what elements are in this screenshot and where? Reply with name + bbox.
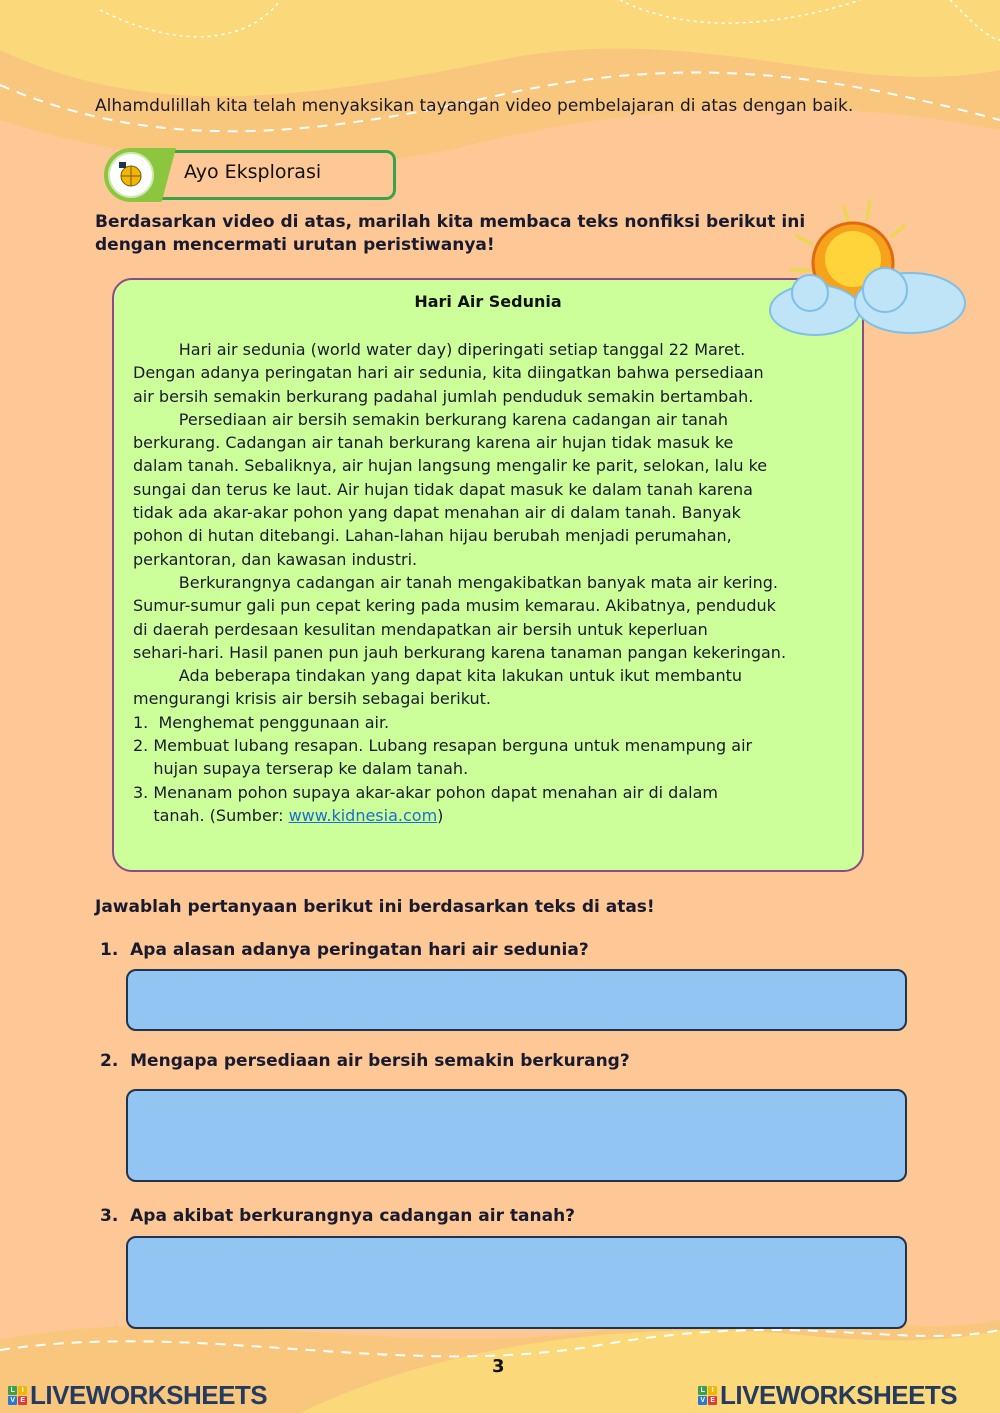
article-line: di daerah perdesaan kesulitan mendapatkan air bersih untuk keperluan bbox=[133, 619, 708, 639]
reading-instruction: Berdasarkan video di atas, marilah kita membaca teks nonfiksi berikut ini dengan mencermati urutan peristiwanya! bbox=[95, 212, 806, 255]
question-number: 2. bbox=[100, 1051, 119, 1071]
question-number: 3. bbox=[100, 1206, 119, 1226]
article-body bbox=[133, 338, 786, 827]
question-text: Mengapa persediaan air bersih semakin berkurang? bbox=[130, 1051, 630, 1071]
explore-icon bbox=[108, 152, 154, 198]
question-text: Apa alasan adanya peringatan hari air sedunia? bbox=[130, 940, 589, 960]
brand-name: LIVEWORKSHEETS bbox=[30, 1380, 268, 1410]
source-link[interactable]: www.kidnesia.com bbox=[288, 805, 438, 825]
sun-cloud-illustration bbox=[765, 195, 970, 345]
article-line: mengurangi krisis air bersih sebagai berikut. bbox=[133, 689, 491, 709]
article-line: sungai dan terus ke laut. Air hujan tidak dapat masuk ke dalam tanah karena bbox=[133, 479, 753, 499]
article-line: tidak ada akar-akar pohon yang dapat menahan air di dalam tanah. Banyak bbox=[133, 503, 741, 523]
question-text: Apa akibat berkurangnya cadangan air tanah? bbox=[130, 1206, 576, 1226]
article-line: Ada beberapa tindakan yang dapat kita lakukan untuk ikut membantu bbox=[133, 666, 743, 686]
logo-letter: V bbox=[698, 1396, 707, 1405]
logo-letter: E bbox=[708, 1396, 717, 1405]
article-box bbox=[112, 278, 864, 872]
article-line: Persediaan air bersih semakin berkurang karena cadangan air tanah bbox=[133, 409, 729, 429]
article-line: sehari-hari. Hasil panen pun jauh berkurang karena tanaman pangan kekeringan. bbox=[133, 642, 787, 662]
logo-letter: I bbox=[708, 1386, 717, 1395]
article-line-end: ) bbox=[437, 805, 444, 825]
answer-input-3[interactable] bbox=[126, 1236, 907, 1329]
section-badge-label: Ayo Eksplorasi bbox=[184, 161, 322, 183]
article-line: Hari air sedunia (world water day) diperingati setiap tanggal 22 Maret. bbox=[133, 340, 746, 359]
question-number: 1. bbox=[100, 940, 119, 960]
question-1 bbox=[100, 940, 589, 960]
answer-input-2[interactable] bbox=[126, 1089, 907, 1182]
brand-logo-icon bbox=[698, 1386, 717, 1405]
article-title: Hari Air Sedunia bbox=[414, 292, 562, 311]
logo-letter: L bbox=[698, 1386, 707, 1395]
article-line: pohon di hutan ditebangi. Lahan-lahan hijau berubah menjadi perumahan, bbox=[133, 526, 732, 546]
brand-name: LIVEWORKSHEETS bbox=[720, 1380, 958, 1410]
liveworksheets-logo-right[interactable] bbox=[698, 1380, 957, 1411]
article-line: tanah. (Sumber: bbox=[133, 805, 289, 825]
questions-heading: Jawablah pertanyaan berikut ini berdasarkan teks di atas! bbox=[95, 897, 655, 917]
article-last-line bbox=[133, 804, 786, 827]
logo-letter: V bbox=[8, 1396, 17, 1405]
question-2 bbox=[100, 1051, 630, 1071]
article-line: 3. Menanam pohon supaya akar-akar pohon dapat menahan air di dalam bbox=[133, 782, 718, 802]
article-line: Sumur-sumur gali pun cepat kering pada musim kemarau. Akibatnya, penduduk bbox=[133, 596, 776, 616]
question-3 bbox=[100, 1206, 575, 1226]
answer-input-1[interactable] bbox=[126, 969, 907, 1031]
logo-letter: L bbox=[8, 1386, 17, 1395]
article-line: 2. Membuat lubang resapan. Lubang resapan berguna untuk menampung air bbox=[133, 736, 753, 756]
article-line: Berkurangnya cadangan air tanah mengakibatkan banyak mata air kering. bbox=[133, 572, 778, 592]
article-line: berkurang. Cadangan air tanah berkurang karena air hujan tidak masuk ke bbox=[133, 433, 734, 453]
article-line: 1. Menghemat penggunaan air. bbox=[133, 712, 390, 732]
article-line: dalam tanah. Sebaliknya, air hujan langsung mengalir ke parit, selokan, lalu ke bbox=[133, 456, 768, 476]
article-line: hujan supaya terserap ke dalam tanah. bbox=[133, 759, 469, 779]
page-number: 3 bbox=[492, 1356, 505, 1377]
brand-logo-icon bbox=[8, 1386, 27, 1405]
article-line: Dengan adanya peringatan hari air sedunia, kita diingatkan bahwa persediaan bbox=[133, 363, 764, 383]
section-badge bbox=[104, 150, 396, 200]
article-line: perkantoran, dan kawasan industri. bbox=[133, 549, 418, 569]
intro-text: Alhamdulillah kita telah menyaksikan tayangan video pembelajaran di atas dengan baik. bbox=[95, 96, 854, 116]
logo-letter: I bbox=[18, 1386, 27, 1395]
logo-letter: E bbox=[18, 1396, 27, 1405]
article-line: air bersih semakin berkurang padahal jumlah penduduk semakin bertambah. bbox=[133, 386, 754, 406]
liveworksheets-logo-left[interactable] bbox=[8, 1380, 267, 1411]
